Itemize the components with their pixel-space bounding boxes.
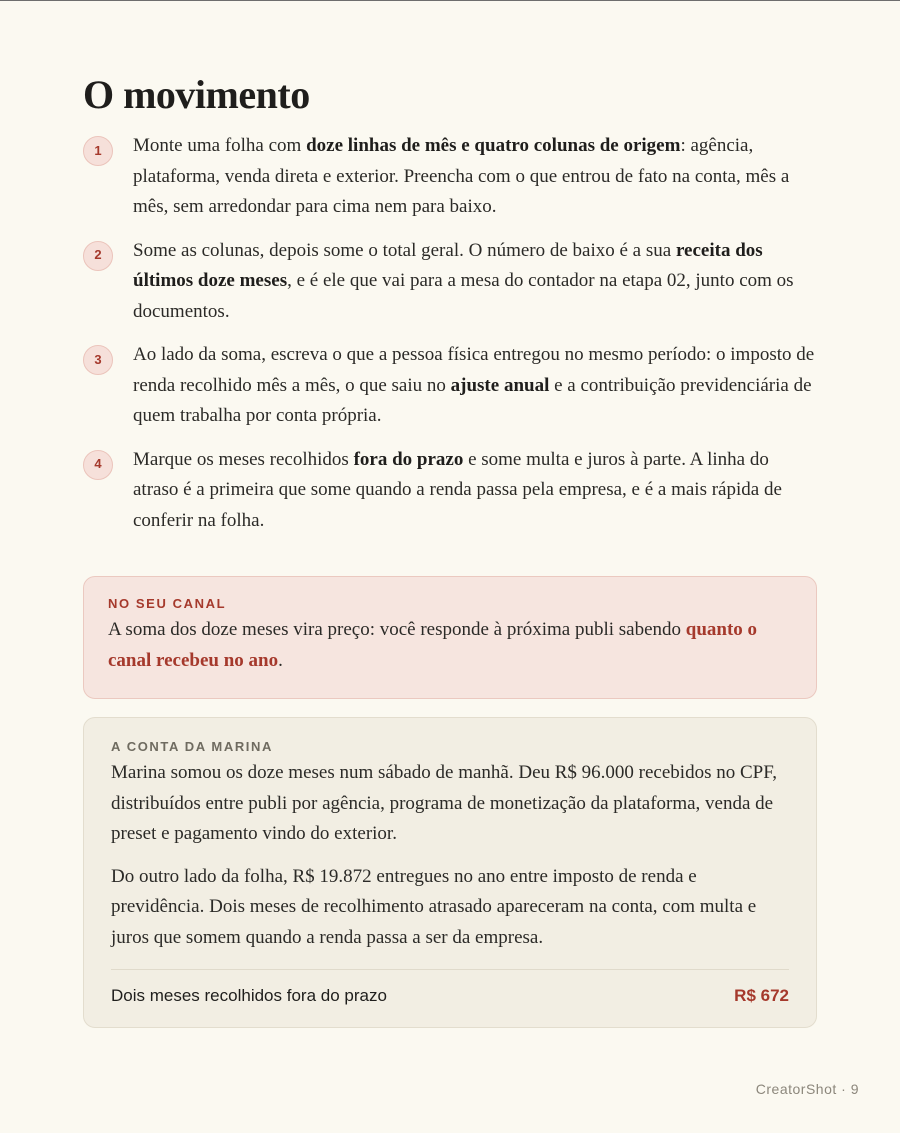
example-paragraph: Marina somou os doze meses num sábado de manhã. Deu R$ 96.000 recebidos no CPF, distribuídos entre publi por agência, programa de monetização da plataforma, venda de preset e pagamento vindo do exterior. xyxy=(111,762,778,844)
step-text-bold: ajuste anual xyxy=(450,374,550,396)
example-box xyxy=(83,717,817,1028)
step-text-bold: receita dos últimos doze meses xyxy=(133,239,763,291)
page-title: O movimento xyxy=(83,72,310,117)
page-footer: CreatorShot · 9 xyxy=(755,1081,859,1097)
step-text-post: e some multa e juros à parte. A linha do atraso é a primeira que some quando a renda passa pela empresa, e é a mais rápida de conferir na folha. xyxy=(133,448,782,531)
example-paragraph: Do outro lado da folha, R$ 19.872 entregues no ano entre imposto de renda e previdência. Dois meses de recolhimento atrasado apareceram na conta, com multa e juros que somem quando a renda passa a ser da empresa. xyxy=(111,865,757,948)
example-label: A CONTA DA MARINA xyxy=(111,739,273,754)
callout-text-accent: quanto o canal recebeu no ano xyxy=(108,619,758,671)
step-number-badge: 1 xyxy=(83,136,113,166)
step-text-pre: Monte uma folha com xyxy=(133,135,307,156)
step-number-badge: 2 xyxy=(83,241,113,271)
step-item xyxy=(83,131,818,223)
step-item xyxy=(83,445,818,537)
steps-list xyxy=(83,131,818,549)
step-text-bold: fora do prazo xyxy=(353,448,464,470)
step-text-post: , e é ele que vai para a mesa do contador na etapa 02, junto com os documentos. xyxy=(133,270,794,322)
example-summary-row xyxy=(111,970,789,1022)
summary-row-value: R$ 672 xyxy=(734,986,789,1005)
callout-text-pre: A soma dos doze meses vira preço: você responde à próxima publi sabendo xyxy=(108,619,686,640)
callout-text-post: . xyxy=(278,649,283,671)
step-text-pre: Some as colunas, depois some o total geral. O número de baixo é a sua xyxy=(133,239,676,261)
step-item xyxy=(83,236,818,328)
callout-label: NO SEU CANAL xyxy=(108,596,227,611)
step-item xyxy=(83,340,818,432)
step-number-badge: 4 xyxy=(83,450,113,480)
step-text-post: e a contribuição previdenciária de quem trabalha por conta própria. xyxy=(133,374,812,426)
callout-text xyxy=(108,615,792,676)
summary-row-label: Dois meses recolhidos fora do prazo xyxy=(111,986,387,1005)
channel-callout xyxy=(83,576,817,699)
step-text-bold: doze linhas de mês e quatro colunas de origem xyxy=(306,135,681,156)
step-text-post: : agência, plataforma, venda direta e exterior. Preencha com o que entrou de fato na conta, mês a mês, sem arredondar para cima nem para baixo. xyxy=(133,135,790,217)
step-text-pre: Ao lado da soma, escreva o que a pessoa física entregou no mesmo período: o imposto de renda recolhido mês a mês, o que saiu no xyxy=(133,344,815,396)
step-text-pre: Marque os meses recolhidos xyxy=(133,448,354,470)
step-number-badge: 3 xyxy=(83,345,113,375)
